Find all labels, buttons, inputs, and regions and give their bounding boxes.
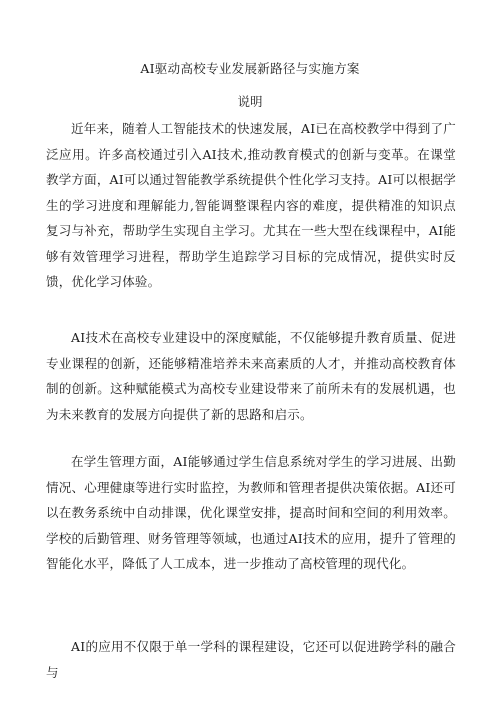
paragraph-4: AI的应用不仅限于单一学科的课程建设，它还可以促进跨学科的融合与 [46, 639, 456, 680]
paragraph-2: AI技术在高校专业建设中的深度赋能，不仅能够提升教育质量、促进专业课程的创新，还能够精准培养未来高素质的人才，并推动高校教育体制的创新。这种赋能模式为高校专业建设带来了前所未有的发展机遇，也为未来教育的发展方向提供了新的思路和启示。 [46, 330, 456, 422]
paragraph-3: 在学生管理方面，AI能够通过学生信息系统对学生的学习进展、出勤情况、心理健康等进行实时监控，为教师和管理者提供决策依据。AI还可以在教务系统中自动排课，优化课堂安排，提高时间和空间的利用效率。学校的后勤管理、财务管理等领域，也通过AI技术的应用，提升了管理的智能化水平，降低了人工成本，进一步推动了高校管理的现代化。 [46, 454, 456, 571]
paragraph-1: 近年来，随着人工智能技术的快速发展，AI已在高校教学中得到了广泛应用。许多高校通过引入AI技术,推动教育模式的创新与变革。在课堂教学方面，AI可以通过智能教学系统提供个性化学习支持。AI可以根据学生的学习进度和理解能力,智能调整课程内容的难度，提供精准的知识点复习与补充，帮助学生实现自主学习。尤其在一些大型在线课程中，AI能够有效管理学习进程，帮助学生追踪学习目标的完成情况，提供实时反馈，优化学习体验。 [46, 121, 456, 289]
section-heading: 说明 [237, 94, 263, 109]
document-title: AI驱动高校专业发展新路径与实施方案 [140, 61, 360, 76]
